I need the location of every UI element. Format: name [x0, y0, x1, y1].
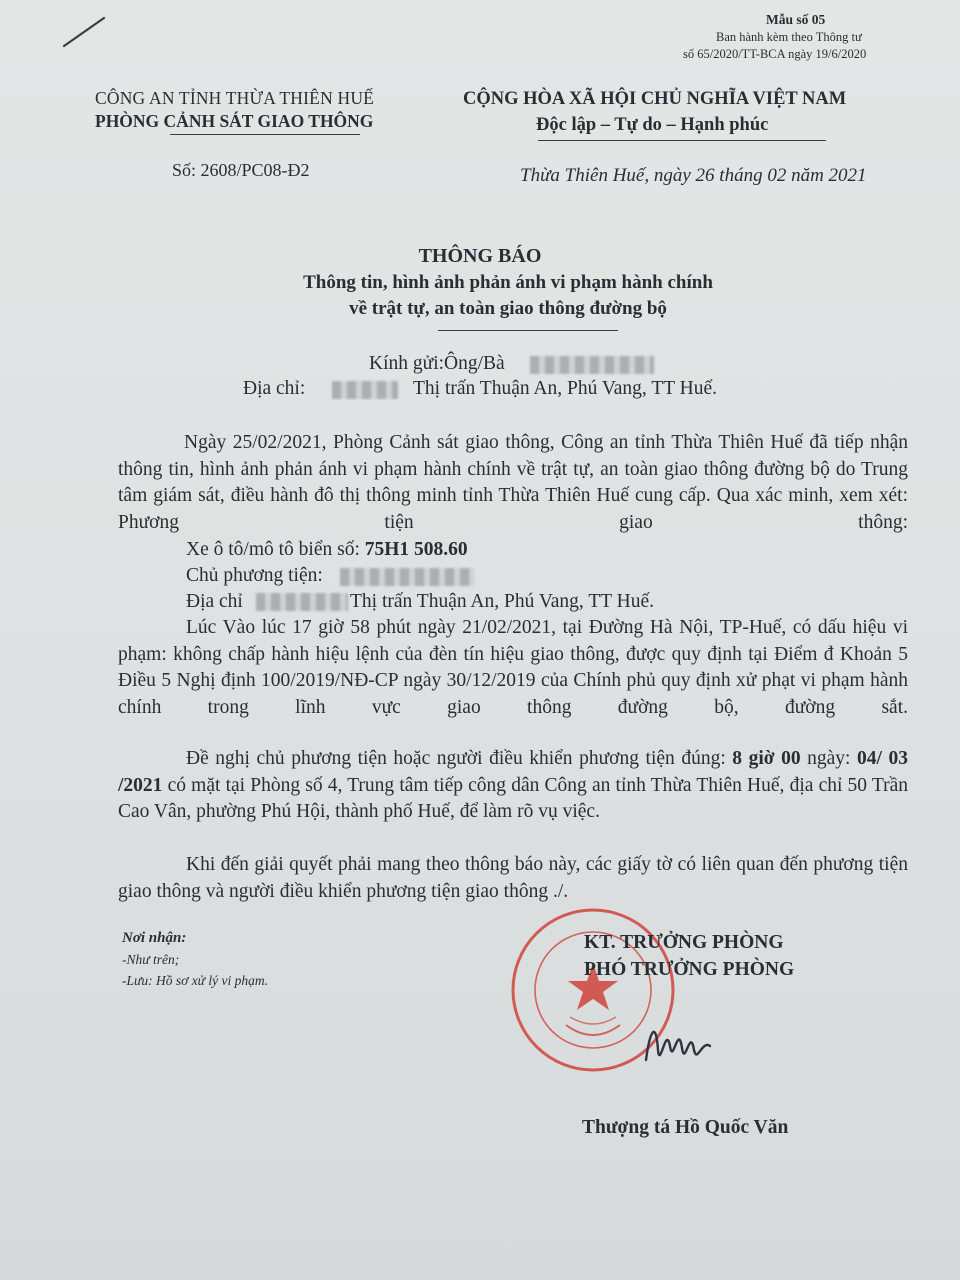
document-title: THÔNG BÁO [418, 245, 542, 267]
owner-label: Chủ phương tiện: [186, 565, 323, 586]
paragraph-documents: Khi đến giải quyết phải mang theo thông báo này, các giấy tờ có liên quan đến phương tiện giao thông và người điều khiển phương tiện giao thông ./. [118, 854, 908, 902]
recipient-item-1: -Như trên; [122, 952, 180, 967]
owner-address-value: Thị trấn Thuận An, Phú Vang, TT Huế. [350, 591, 655, 612]
address-value: Thị trấn Thuận An, Phú Vang, TT Huế. [413, 378, 718, 399]
title-underline [438, 330, 618, 331]
vehicle-label: Xe ô tô/mô tô biển số: [186, 539, 365, 560]
summons-text-post: có mặt tại Phòng số 4, Trung tâm tiếp công dân Công an tỉnh Thừa Thiên Huế, địa chỉ 50 Trần Cao Vân, phường Phú Hội, thành phố Huế, để làm rõ vụ việc. [118, 774, 908, 822]
place-date: Thừa Thiên Huế, ngày 26 tháng 02 năm 2021 [520, 165, 867, 186]
agency-underline [170, 134, 360, 135]
address-label: Địa chỉ: [243, 378, 306, 399]
national-motto: Độc lập – Tự do – Hạnh phúc [536, 115, 769, 135]
signature-role-1: KT. TRƯỞNG PHÒNG [584, 932, 784, 953]
country-name: CỘNG HÒA XÃ HỘI CHỦ NGHĨA VIỆT NAM [463, 89, 847, 109]
motto-underline [538, 140, 826, 141]
owner-address-label: Địa chỉ [186, 591, 243, 612]
form-issued-with: Ban hành kèm theo Thông tư [716, 30, 862, 44]
form-circular: số 65/2020/TT-BCA ngày 19/6/2020 [683, 47, 867, 61]
redacted-recipient-name [530, 356, 654, 374]
redacted-recipient-address [332, 381, 398, 399]
summons-text-pre: Đề nghị chủ phương tiện hoặc người điều khiển phương tiện đúng: [186, 748, 733, 769]
summons-date: 04/ 03 /2021 [118, 748, 908, 796]
document-number: Số: 2608/PC08-Đ2 [172, 160, 310, 180]
paragraph-violation: Lúc Vào lúc 17 giờ 58 phút ngày 21/02/2021, tại Đường Hà Nội, TP-Huế, có dấu hiệu vi phạm: không chấp hành hiệu lệnh của đèn tín hiệu giao thông, được quy định tại Điểm đ Khoản 5 Điều 5 Nghị định 100/2019/NĐ-CP ngày 30/12/2019 của Chính phủ quy định xử phạt vi phạm hành chính trong lĩnh vực giao thông đường bộ, đường sắt. [118, 617, 908, 718]
pen-mark [60, 14, 110, 50]
handwritten-signature [640, 1010, 720, 1074]
redacted-owner-address [256, 593, 348, 611]
paragraph-summons [118, 746, 908, 826]
recipient-item-2: -Lưu: Hồ sơ xử lý vi phạm. [122, 973, 269, 988]
title-line-1: Thông tin, hình ảnh phản ánh vi phạm hành chính [303, 272, 713, 293]
agency-name: PHÒNG CẢNH SÁT GIAO THÔNG [95, 111, 374, 131]
title-line-2: về trật tự, an toàn giao thông đường bộ [349, 298, 667, 319]
license-plate: 75H1 508.60 [364, 539, 468, 560]
form-number: Mẫu số 05 [766, 12, 826, 27]
signer-name: Thượng tá Hồ Quốc Văn [582, 1117, 789, 1138]
recipients-label: Nơi nhận: [122, 930, 187, 946]
summons-time: 8 giờ 00 [732, 748, 801, 769]
paragraph-receipt: Ngày 25/02/2021, Phòng Cảnh sát giao thông, Công an tỉnh Thừa Thiên Huế đã tiếp nhận thông tin, hình ảnh phản ánh vi phạm hành chính về trật tự, an toàn giao thông đường bộ do Trung tâm giám sát, điều hành đô thị thông minh tỉnh Thừa Thiên Huế cung cấp. Qua xác minh, xem xét: Phương tiện giao thông: [118, 432, 908, 533]
recipient-label: Kính gửi:Ông/Bà [369, 353, 505, 374]
redacted-owner-name [340, 568, 474, 586]
signature-role-2: PHÓ TRƯỞNG PHÒNG [584, 959, 795, 980]
vehicle-line [186, 537, 468, 564]
summons-date-label: ngày: [807, 748, 858, 769]
agency-parent: CÔNG AN TỈNH THỪA THIÊN HUẾ [95, 88, 375, 108]
